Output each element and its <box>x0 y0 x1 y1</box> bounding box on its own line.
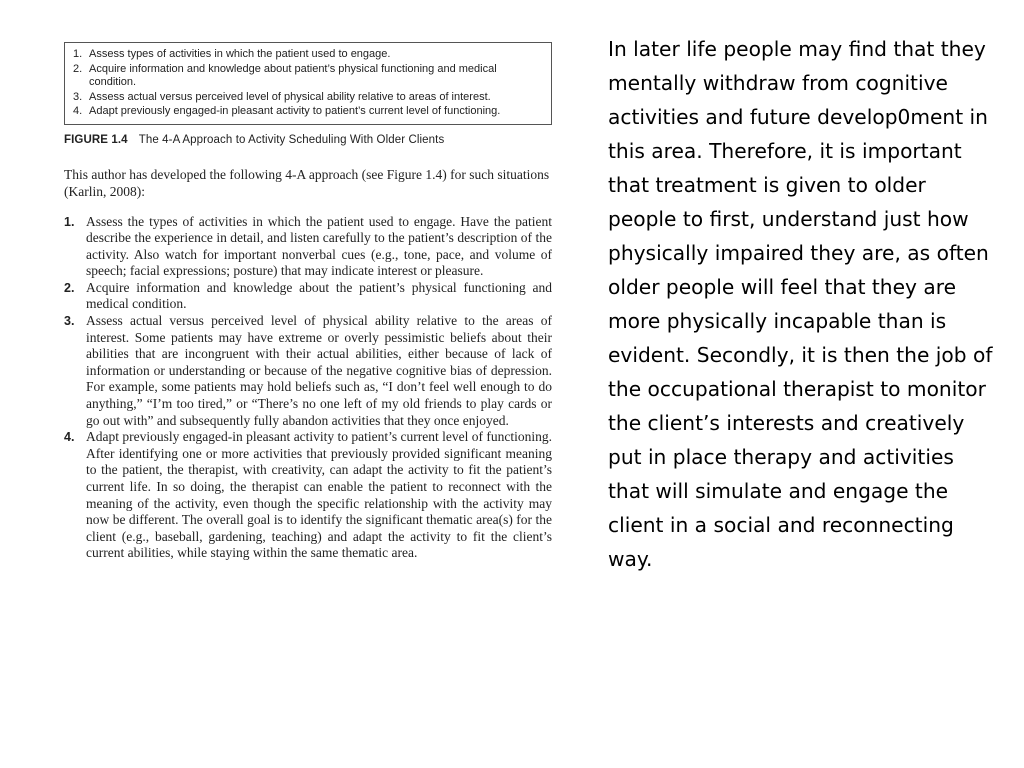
step-item <box>64 214 552 280</box>
figure-item-number: 1. <box>73 48 83 60</box>
figure-item-number: 3. <box>73 90 83 103</box>
figure-item-number: 2. <box>73 62 83 75</box>
figure-item-text: Assess actual versus perceived level of physical ability relative to areas of interest. <box>89 90 491 103</box>
step-item <box>64 313 552 429</box>
step-item <box>64 280 552 313</box>
figure-item-number: 4. <box>73 105 83 117</box>
step-number: 1. <box>64 214 75 229</box>
step-text: Assess actual versus perceived level of physical ability relative to the areas of interest. Some patients may have extreme or overly pessimistic beliefs about their abilities that are incongruent with their actual abilities, either because of lack of information or understanding or because of the negative cognitive bias of depression. For example, some patients may hold beliefs such as, “I don’t feel well enough to do anything,” “I’m too tired,” or “There’s no one left of my old friends to play cards or go out with” and subsequently fully abandon activities that they once enjoyed. <box>86 313 552 428</box>
figure-item <box>73 91 543 105</box>
intro-paragraph: This author has developed the following 4-A approach (see Figure 1.4) for such situations (Karlin, 2008): <box>64 166 550 199</box>
slide-body-text: In later life people may find that they mentally withdraw from cognitive activities and future develop0ment in this area. Therefore, it is important that treatment is given to older people to first, understand just how physically impaired they are, as often older people will feel that they are more physically incapable than is evident. Secondly, it is then the job of the occupational therapist to monitor the client’s interests and creatively put in place therapy and activities that will simulate and engage the client in a social and reconnecting way. <box>608 37 993 571</box>
step-number: 3. <box>64 314 75 329</box>
figure-item-text: Acquire information and knowledge about patient’s physical functioning and medical condition. <box>89 62 497 88</box>
step-number: 4. <box>64 430 75 445</box>
step-item <box>64 429 552 562</box>
figure-item <box>73 63 543 90</box>
figure-caption-label: FIGURE 1.4 <box>64 133 128 146</box>
figure-item <box>73 105 543 119</box>
steps-list <box>64 214 552 562</box>
figure-caption <box>64 134 552 146</box>
figure-item <box>73 48 543 62</box>
step-number: 2. <box>64 280 75 295</box>
figure-caption-text: The 4-A Approach to Activity Scheduling With Older Clients <box>138 133 445 146</box>
step-text: Acquire information and knowledge about the patient’s physical functioning and medical condition. <box>86 279 552 312</box>
step-text: Adapt previously engaged-in pleasant activity to patient’s current level of functioning. After identifying one or more activities that previously provided significant meaning to the patient, the therapist, with creativity, can adapt the activity to fit the patient’s current life. In so doing, the therapist can enable the patient to reconnect with the meaning of the activity, even though the specific relationship with the activity may now be different. The overall goal is to identify the significant thematic area(s) for the client (e.g., baseball, gardening, teaching) and adapt the activity to fit the client’s current abilities, while staying within the same thematic area. <box>86 429 552 561</box>
figure-item-text: Adapt previously engaged-in pleasant activity to patient’s current level of functioning. <box>89 105 501 117</box>
figure-box <box>64 42 552 125</box>
step-text: Assess the types of activities in which the patient used to engage. Have the patient describe the experience in detail, and listen carefully to the patient’s description of the activity. Also watch for important nonverbal cues (e.g., tone, pace, and volume of speech; facial expressions; posture) that may indicate interest or pleasure. <box>86 213 552 279</box>
figure-item-text: Assess types of activities in which the patient used to engage. <box>89 48 391 60</box>
book-excerpt-image <box>64 42 552 562</box>
